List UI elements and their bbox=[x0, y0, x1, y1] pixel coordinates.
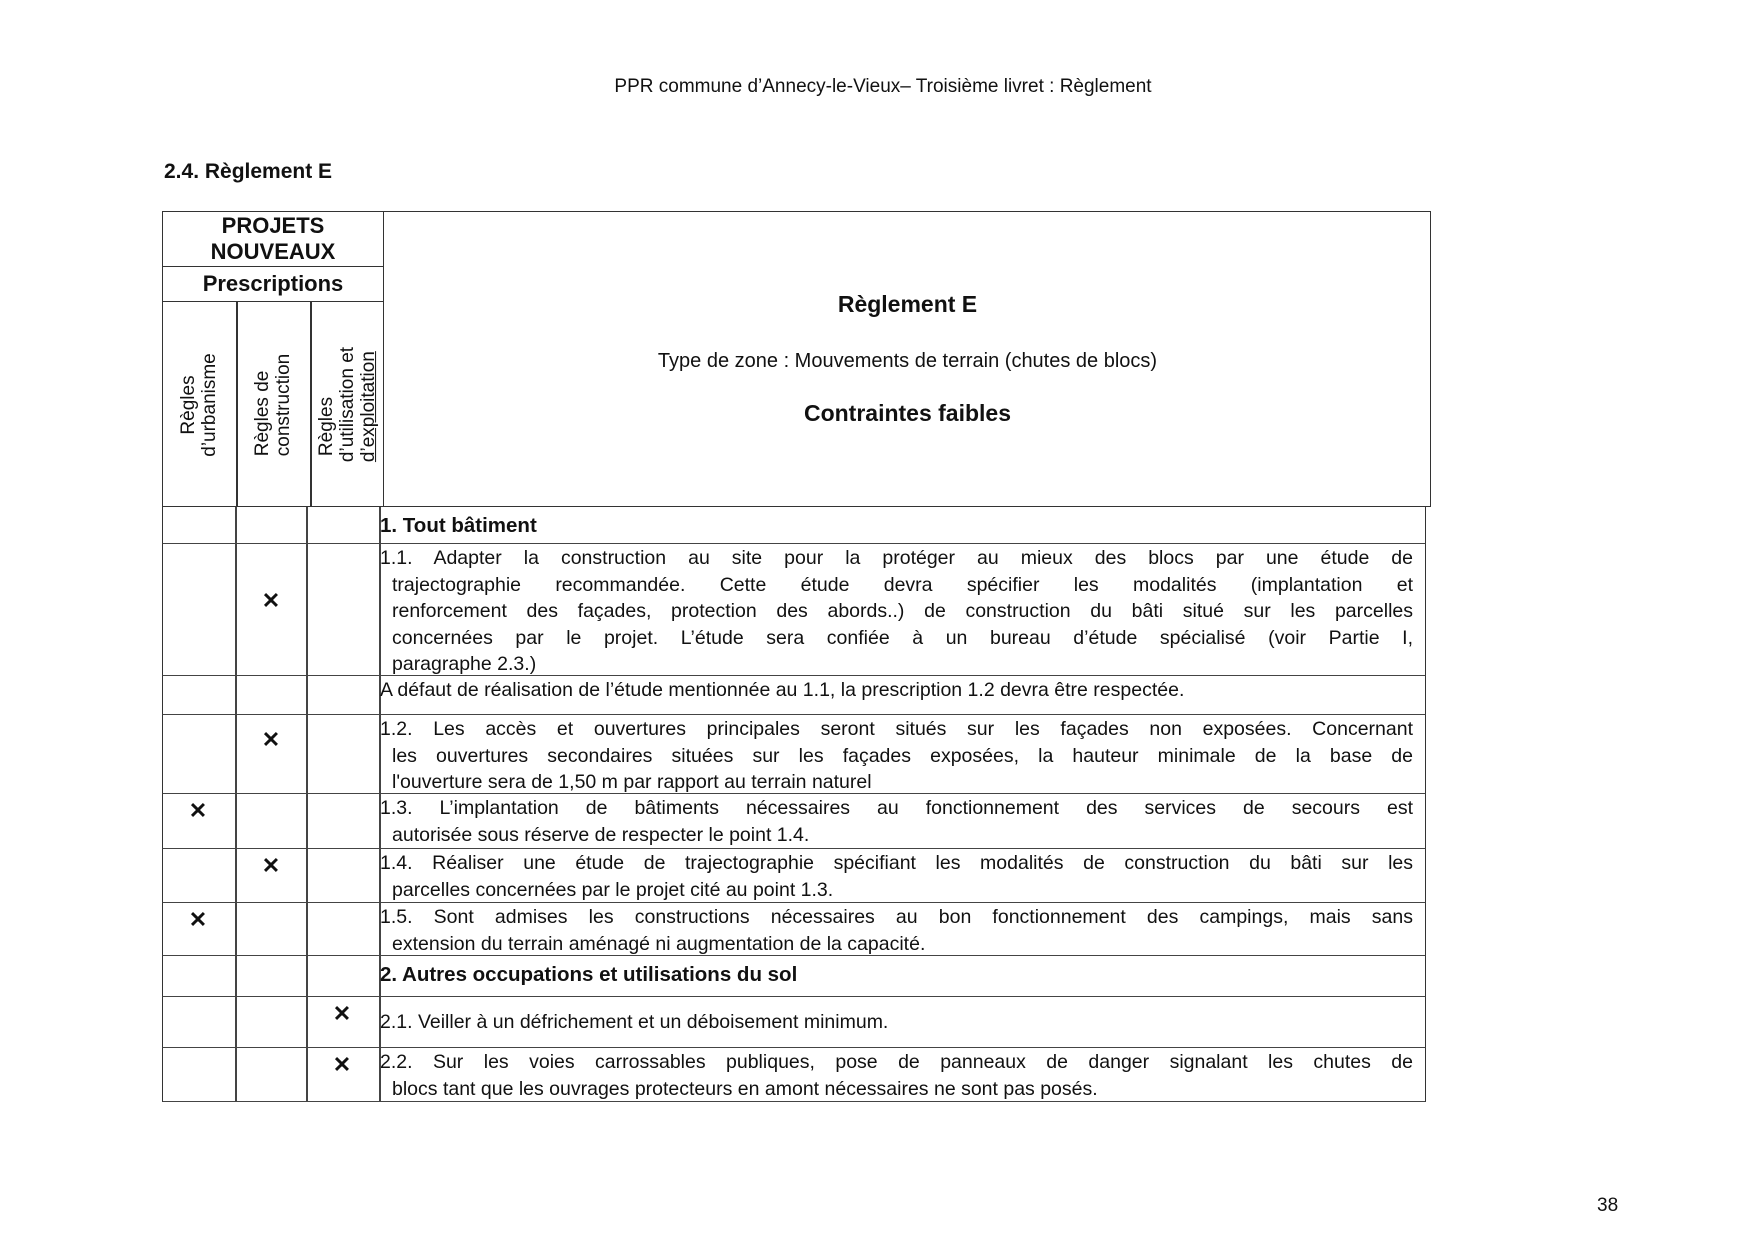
table-row bbox=[162, 849, 1426, 903]
running-header-text: PPR commune d’Annecy-le-Vieux– Troisième livret : Règlement bbox=[614, 76, 1152, 97]
table-row bbox=[162, 794, 1426, 849]
cell-divider bbox=[235, 1048, 237, 1101]
text-line: autorisée sous réserve de respecter le point 1.4. bbox=[392, 823, 810, 846]
table-row bbox=[162, 903, 1426, 956]
text-line: A défaut de réalisation de l’étude mentionnée au 1.1, la prescription 1.2 devra être respectée. bbox=[380, 679, 1185, 701]
text-line: l'ouverture sera de 1,50 m par rapport au terrain naturel bbox=[392, 771, 872, 793]
prescription-text bbox=[380, 904, 1413, 957]
constraint-level: Contraintes faibles bbox=[803, 400, 1012, 426]
cell-divider bbox=[306, 544, 308, 675]
section-row bbox=[162, 507, 1426, 544]
zone-type: Type de zone : Mouvements de terrain (chutes de blocs) bbox=[657, 350, 1158, 372]
prescription-text bbox=[380, 716, 1413, 796]
text-line: trajectographie recommandée. Cette étude devra spécifier les modalités (implantation et bbox=[392, 573, 1413, 596]
cell-divider bbox=[306, 794, 308, 848]
table-row bbox=[162, 997, 1426, 1048]
text-line: renforcement des façades, protection des abords..) de construction du bâti situé sur les parcelles bbox=[392, 600, 1413, 622]
column-header-line: Règles de bbox=[252, 370, 274, 456]
prescription-text bbox=[380, 545, 1413, 678]
cell-divider bbox=[306, 507, 308, 543]
applies-mark-construction: ✕ bbox=[261, 853, 281, 878]
text-line: extension du terrain aménagé ni augmentation de la capacité. bbox=[392, 932, 926, 955]
cell-divider bbox=[306, 956, 308, 996]
applies-mark-construction: ✕ bbox=[261, 727, 281, 752]
cell-divider bbox=[306, 676, 308, 714]
column-header-line: d’utilisation et bbox=[337, 346, 359, 463]
column-header-construction bbox=[236, 302, 310, 507]
cell-divider bbox=[306, 849, 308, 902]
reglement-title: Règlement E bbox=[837, 291, 978, 317]
text-line: 1.5. Sont admises les constructions nécessaires au bon fonctionnement des campings, mais sans bbox=[380, 906, 1413, 928]
applies-mark-construction: ✕ bbox=[261, 588, 281, 613]
table-row bbox=[162, 1048, 1426, 1102]
cell-divider bbox=[306, 903, 308, 955]
prescription-text bbox=[380, 1049, 1413, 1102]
text-line: 1.3. L’implantation de bâtiments nécessaires au fonctionnement des services de secours est bbox=[380, 797, 1413, 819]
cell-divider bbox=[235, 997, 237, 1047]
cell-divider bbox=[306, 715, 308, 793]
projets-nouveaux-label: PROJETS NOUVEAUX bbox=[210, 213, 336, 264]
prescription-text bbox=[380, 1009, 1413, 1036]
text-line: 1.2. Les accès et ouvertures principales seront situés sur les façades non exposées. Concernant bbox=[380, 718, 1413, 740]
running-header bbox=[0, 76, 1754, 98]
cell-divider bbox=[235, 676, 237, 714]
column-header-urbanisme bbox=[162, 302, 236, 507]
section-title: 2.4. Règlement E bbox=[164, 160, 333, 183]
text-line: 1.1. Adapter la construction au site pour la protéger au mieux des blocs par une étude de bbox=[380, 547, 1413, 569]
projets-nouveaux-header bbox=[162, 211, 384, 267]
section-heading: 1. Tout bâtiment bbox=[380, 514, 537, 537]
section-heading: 2. Autres occupations et utilisations du sol bbox=[380, 963, 798, 986]
column-header-utilisation bbox=[310, 302, 386, 507]
applies-mark-utilisation: ✕ bbox=[332, 1052, 352, 1077]
column-header-line: construction bbox=[273, 353, 295, 456]
table-row bbox=[162, 715, 1426, 794]
prescription-text bbox=[380, 677, 1413, 704]
text-line: concernées par le projet. L’étude sera confiée à un bureau d’étude spécialisé (voir Partie I, bbox=[392, 626, 1413, 649]
applies-mark-urbanisme: ✕ bbox=[188, 798, 208, 823]
column-header-line: d’exploitation bbox=[358, 351, 380, 463]
prescriptions-header: Prescriptions bbox=[162, 267, 384, 302]
text-line: paragraphe 2.3.) bbox=[392, 653, 537, 675]
text-line: 2.2. Sur les voies carrossables publiques, pose de panneaux de danger signalant les chutes de bbox=[380, 1051, 1413, 1073]
text-line: parcelles concernées par le projet cité au point 1.3. bbox=[392, 878, 834, 901]
table-row bbox=[162, 676, 1426, 715]
prescription-text bbox=[380, 850, 1413, 903]
column-header-line: Règles bbox=[316, 396, 338, 457]
cell-divider bbox=[235, 903, 237, 955]
text-line: 2.1. Veiller à un défrichement et un déboisement minimum. bbox=[380, 1011, 889, 1033]
prescription-text bbox=[380, 795, 1413, 848]
cell-divider bbox=[235, 507, 237, 543]
applies-mark-utilisation: ✕ bbox=[332, 1001, 352, 1026]
column-header-line: Règles bbox=[178, 374, 199, 435]
applies-mark-urbanisme: ✕ bbox=[188, 907, 208, 932]
table-row bbox=[162, 544, 1426, 676]
cell-divider bbox=[235, 956, 237, 996]
text-line: les ouvertures secondaires situées sur les façades exposées, la hauteur minimale de la base de bbox=[392, 744, 1413, 767]
cell-divider bbox=[235, 794, 237, 848]
section-row bbox=[162, 956, 1426, 997]
text-line: 1.4. Réaliser une étude de trajectographie spécifiant les modalités de construction du bâti sur les bbox=[380, 852, 1413, 874]
column-header-line: d’urbanisme bbox=[199, 352, 220, 457]
text-line: blocs tant que les ouvrages protecteurs en amont nécessaires ne sont pas posés. bbox=[392, 1077, 1098, 1100]
page-number: 38 bbox=[1597, 1195, 1619, 1216]
